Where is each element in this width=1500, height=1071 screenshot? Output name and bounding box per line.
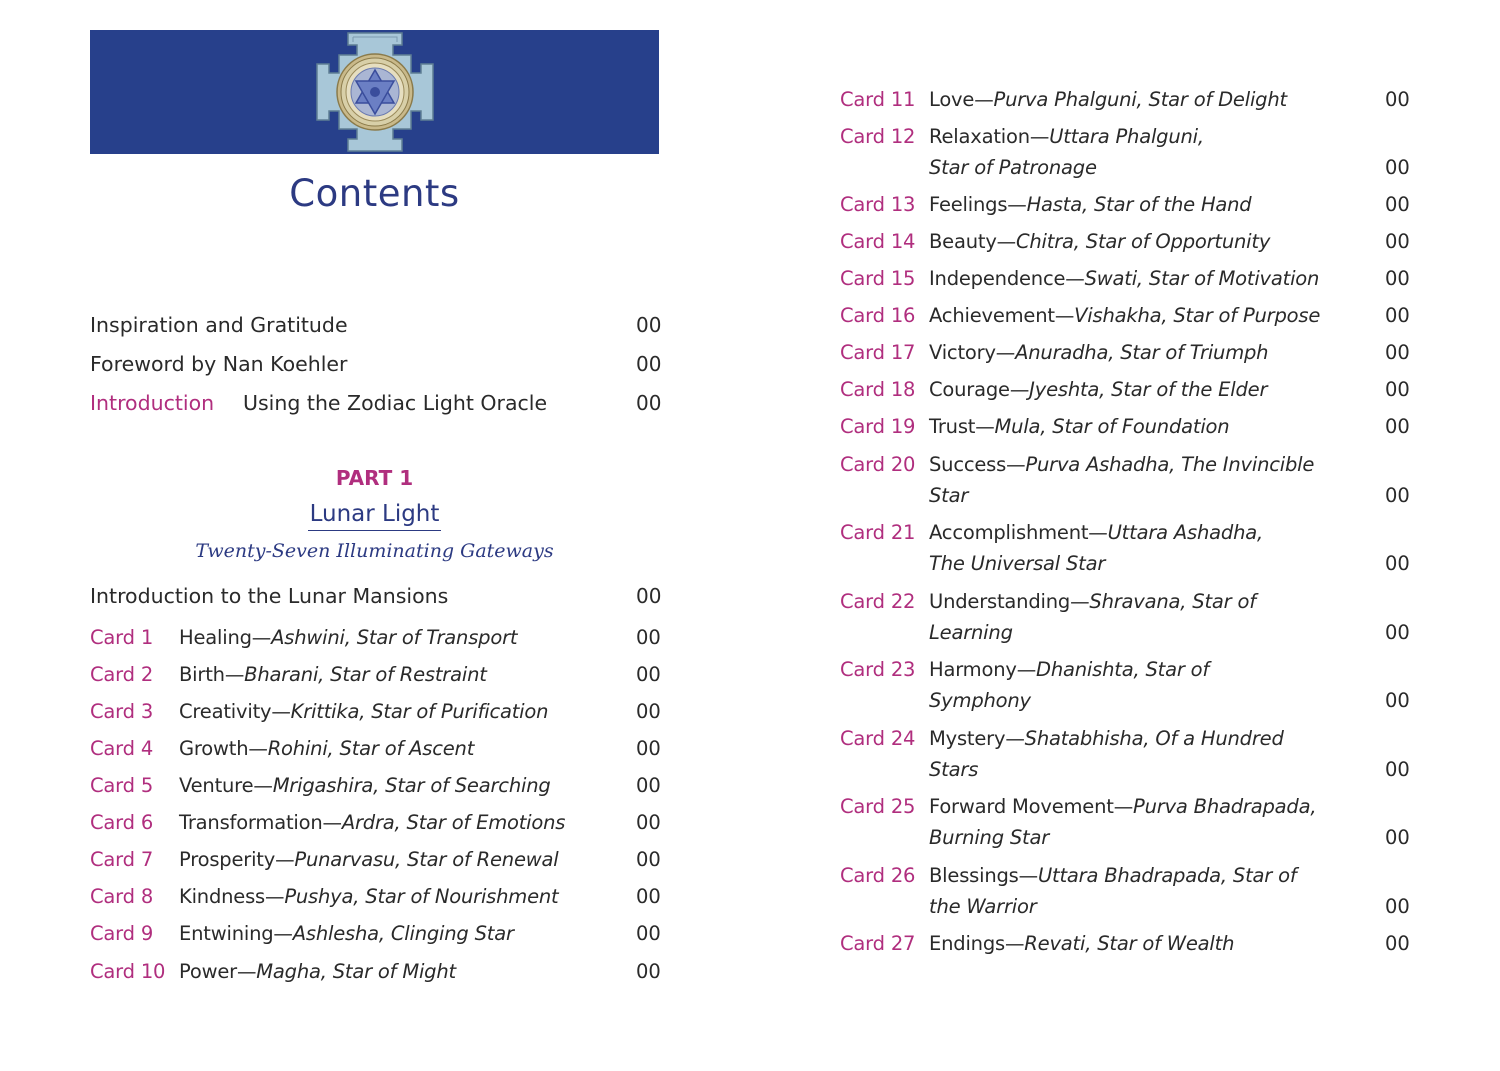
card-name: Endings <box>929 932 1005 955</box>
card-page: 00 <box>1385 484 1410 507</box>
card-entry[interactable] <box>929 415 1229 438</box>
card-label: Card 23 <box>840 658 916 681</box>
card-name: Victory <box>929 341 996 364</box>
card-page: 00 <box>1385 304 1410 327</box>
card-entry[interactable] <box>929 267 1319 290</box>
card-page: 00 <box>1385 552 1410 575</box>
card-entry[interactable] <box>179 811 565 834</box>
em-dash: — <box>1029 125 1050 148</box>
card-star-continued <box>929 552 1105 575</box>
card-label: Card 5 <box>90 774 154 797</box>
card-entry[interactable] <box>929 230 1270 253</box>
part-title <box>90 501 659 527</box>
toc-entry-title[interactable]: Inspiration and Gratitude <box>90 313 348 337</box>
card-page: 00 <box>636 811 661 834</box>
card-entry[interactable] <box>929 658 1209 681</box>
em-dash: — <box>251 626 272 649</box>
card-star-line2: the Warrior <box>929 895 1037 918</box>
card-name: Love <box>929 88 975 111</box>
card-page: 00 <box>1385 932 1410 955</box>
card-label: Card 26 <box>840 864 916 887</box>
card-entry[interactable] <box>929 932 1234 955</box>
card-name: Creativity <box>179 700 272 723</box>
card-entry[interactable] <box>929 193 1252 216</box>
em-dash: — <box>975 415 995 438</box>
card-entry[interactable] <box>179 626 517 649</box>
card-label: Card 18 <box>840 378 916 401</box>
card-page: 00 <box>1385 88 1410 111</box>
card-label: Card 15 <box>840 267 916 290</box>
card-star: Ardra, Star of Emotions <box>341 811 566 834</box>
card-label: Card 8 <box>90 885 154 908</box>
em-dash: — <box>1009 378 1030 401</box>
card-page: 00 <box>1385 156 1410 179</box>
card-name: Success <box>929 453 1007 476</box>
card-label: Card 1 <box>90 626 154 649</box>
card-star: Mula, Star of Foundation <box>994 415 1230 438</box>
card-star-line2: Star <box>929 484 969 507</box>
card-label: Card 25 <box>840 795 916 818</box>
card-page: 00 <box>1385 378 1410 401</box>
card-name: Independence <box>929 267 1066 290</box>
card-page: 00 <box>636 885 661 908</box>
card-label: Card 14 <box>840 230 916 253</box>
card-entry[interactable] <box>179 960 456 983</box>
em-dash: — <box>275 848 295 871</box>
card-label: Card 17 <box>840 341 916 364</box>
card-star: Purva Ashadha, The Invincible <box>1025 453 1315 476</box>
card-label: Card 10 <box>90 960 166 983</box>
em-dash: — <box>224 663 245 686</box>
card-page: 00 <box>1385 826 1410 849</box>
card-star-continued <box>929 826 1049 849</box>
card-name: Forward Movement <box>929 795 1114 818</box>
card-entry[interactable] <box>179 663 487 686</box>
card-name: Courage <box>929 378 1010 401</box>
card-star: Swati, Star of Motivation <box>1084 267 1320 290</box>
toc-entry-page: 00 <box>636 391 662 415</box>
card-star: Uttara Phalguni, <box>1049 125 1204 148</box>
card-entry[interactable] <box>929 378 1267 401</box>
card-star-line2: Learning <box>929 621 1013 644</box>
card-star: Revati, Star of Wealth <box>1024 932 1235 955</box>
card-star: Jyeshta, Star of the Elder <box>1029 378 1268 401</box>
card-star: Chitra, Star of Opportunity <box>1015 230 1271 253</box>
introduction-label: Introduction <box>90 391 215 415</box>
card-name: Transformation <box>179 811 323 834</box>
card-label: Card 19 <box>840 415 916 438</box>
part-title-text: Lunar Light <box>308 501 442 531</box>
page-title: Contents <box>289 172 460 215</box>
card-star-continued <box>929 689 1031 712</box>
card-star: Anuradha, Star of Triumph <box>1015 341 1269 364</box>
card-star: Bharani, Star of Restraint <box>244 663 487 686</box>
em-dash: — <box>322 811 342 834</box>
card-page: 00 <box>1385 415 1410 438</box>
em-dash: — <box>1054 304 1075 327</box>
card-star: Shatabhisha, Of a Hundred <box>1024 727 1284 750</box>
card-name: Understanding <box>929 590 1071 613</box>
card-star: Uttara Ashadha, <box>1107 521 1263 544</box>
card-page: 00 <box>1385 230 1410 253</box>
card-star: Mrigashira, Star of Searching <box>272 774 551 797</box>
card-star: Krittika, Star of Purification <box>290 700 549 723</box>
card-label: Card 2 <box>90 663 154 686</box>
card-star: Ashwini, Star of Transport <box>271 626 518 649</box>
introduction-title[interactable]: Using the Zodiac Light Oracle <box>243 391 548 415</box>
card-star: Rohini, Star of Ascent <box>267 737 475 760</box>
card-entry[interactable] <box>929 125 1204 148</box>
toc-entry-page: 00 <box>636 584 662 608</box>
card-page: 00 <box>636 700 661 723</box>
em-dash: — <box>1113 795 1134 818</box>
sri-yantra-icon <box>315 31 435 153</box>
card-entry[interactable] <box>929 864 1297 887</box>
em-dash: — <box>1005 727 1025 750</box>
card-name: Achievement <box>929 304 1055 327</box>
card-entry[interactable] <box>929 341 1268 364</box>
card-entry[interactable] <box>929 453 1314 476</box>
card-star: Purva Phalguni, Star of Delight <box>993 88 1287 111</box>
em-dash: — <box>1006 453 1026 476</box>
card-name: Venture <box>179 774 254 797</box>
card-star: Pushya, Star of Nourishment <box>284 885 559 908</box>
card-page: 00 <box>636 922 661 945</box>
em-dash: — <box>996 230 1016 253</box>
em-dash: — <box>248 737 268 760</box>
card-entry[interactable] <box>179 700 548 723</box>
card-star: Magha, Star of Might <box>256 960 456 983</box>
card-star: Punarvasu, Star of Renewal <box>294 848 559 871</box>
card-page: 00 <box>1385 758 1410 781</box>
card-star-continued <box>929 156 1097 179</box>
card-label: Card 21 <box>840 521 916 544</box>
em-dash: — <box>1088 521 1108 544</box>
card-star-continued <box>929 895 1037 918</box>
card-page: 00 <box>636 663 661 686</box>
card-page: 00 <box>1385 621 1410 644</box>
card-name: Kindness <box>179 885 266 908</box>
card-name: Birth <box>179 663 225 686</box>
card-page: 00 <box>1385 895 1410 918</box>
header-banner <box>90 30 659 154</box>
card-label: Card 9 <box>90 922 154 945</box>
card-label: Card 3 <box>90 700 154 723</box>
card-name: Entwining <box>179 922 274 945</box>
card-name: Trust <box>929 415 976 438</box>
part-label: PART 1 <box>335 466 414 490</box>
card-entry[interactable] <box>179 885 558 908</box>
card-name: Harmony <box>929 658 1017 681</box>
card-label: Card 6 <box>90 811 154 834</box>
card-entry[interactable] <box>179 774 551 797</box>
em-dash: — <box>1065 267 1085 290</box>
card-star-line2: The Universal Star <box>929 552 1106 575</box>
card-label: Card 12 <box>840 125 916 148</box>
card-entry[interactable] <box>929 590 1256 613</box>
card-label: Card 13 <box>840 193 916 216</box>
card-page: 00 <box>636 737 661 760</box>
card-page: 00 <box>1385 193 1410 216</box>
card-label: Card 24 <box>840 727 916 750</box>
em-dash: — <box>1016 658 1037 681</box>
card-star: Dhanishta, Star of <box>1036 658 1210 681</box>
card-entry[interactable] <box>929 727 1284 750</box>
card-name: Accomplishment <box>929 521 1089 544</box>
part-subtitle: Twenty-Seven Illuminating Gateways <box>195 540 554 562</box>
card-label: Card 16 <box>840 304 916 327</box>
card-star: Hasta, Star of the Hand <box>1026 193 1252 216</box>
card-name: Relaxation <box>929 125 1030 148</box>
card-star-line2: Stars <box>929 758 979 781</box>
card-page: 00 <box>1385 689 1410 712</box>
card-name: Healing <box>179 626 252 649</box>
em-dash: — <box>1004 932 1025 955</box>
card-name: Beauty <box>929 230 997 253</box>
card-entry[interactable] <box>929 304 1320 327</box>
card-star: Shravana, Star of <box>1089 590 1256 613</box>
card-page: 00 <box>636 626 661 649</box>
card-star-line2: Star of Patronage <box>929 156 1097 179</box>
card-entry[interactable] <box>929 521 1263 544</box>
card-star-continued <box>929 758 978 781</box>
card-page: 00 <box>1385 341 1410 364</box>
card-star: Purva Bhadrapada, <box>1133 795 1317 818</box>
card-page: 00 <box>636 848 661 871</box>
card-page: 00 <box>1385 267 1410 290</box>
card-label: Card 11 <box>840 88 916 111</box>
card-page: 00 <box>636 774 661 797</box>
em-dash: — <box>974 88 994 111</box>
card-star: Ashlesha, Clinging Star <box>292 922 514 945</box>
toc-entry-page: 00 <box>636 313 662 337</box>
card-star: Vishakha, Star of Purpose <box>1074 304 1321 327</box>
em-dash: — <box>236 960 257 983</box>
card-name: Feelings <box>929 193 1008 216</box>
card-entry[interactable] <box>179 848 558 871</box>
card-entry[interactable] <box>929 795 1316 818</box>
em-dash: — <box>273 922 293 945</box>
card-name: Blessings <box>929 864 1019 887</box>
em-dash: — <box>265 885 285 908</box>
toc-entry-page: 00 <box>636 352 662 376</box>
card-entry[interactable] <box>929 88 1287 111</box>
card-star-line2: Burning Star <box>929 826 1050 849</box>
card-entry[interactable] <box>179 922 514 945</box>
em-dash: — <box>1007 193 1027 216</box>
toc-entry-title[interactable]: Foreword by Nan Koehler <box>90 352 348 376</box>
card-label: Card 22 <box>840 590 916 613</box>
em-dash: — <box>253 774 273 797</box>
em-dash: — <box>271 700 291 723</box>
card-page: 00 <box>636 960 661 983</box>
card-label: Card 7 <box>90 848 154 871</box>
card-star: Uttara Bhadrapada, Star of <box>1037 864 1297 887</box>
card-entry[interactable] <box>179 737 474 760</box>
card-name: Prosperity <box>179 848 276 871</box>
em-dash: — <box>995 341 1016 364</box>
card-name: Power <box>179 960 237 983</box>
card-label: Card 4 <box>90 737 154 760</box>
card-star-continued <box>929 621 1013 644</box>
card-star-line2: Symphony <box>929 689 1031 712</box>
lunar-mansions-intro[interactable]: Introduction to the Lunar Mansions <box>90 584 449 608</box>
em-dash: — <box>1070 590 1090 613</box>
card-label: Card 20 <box>840 453 916 476</box>
card-name: Mystery <box>929 727 1006 750</box>
card-label: Card 27 <box>840 932 916 955</box>
card-name: Growth <box>179 737 249 760</box>
em-dash: — <box>1018 864 1038 887</box>
card-star-continued <box>929 484 968 507</box>
